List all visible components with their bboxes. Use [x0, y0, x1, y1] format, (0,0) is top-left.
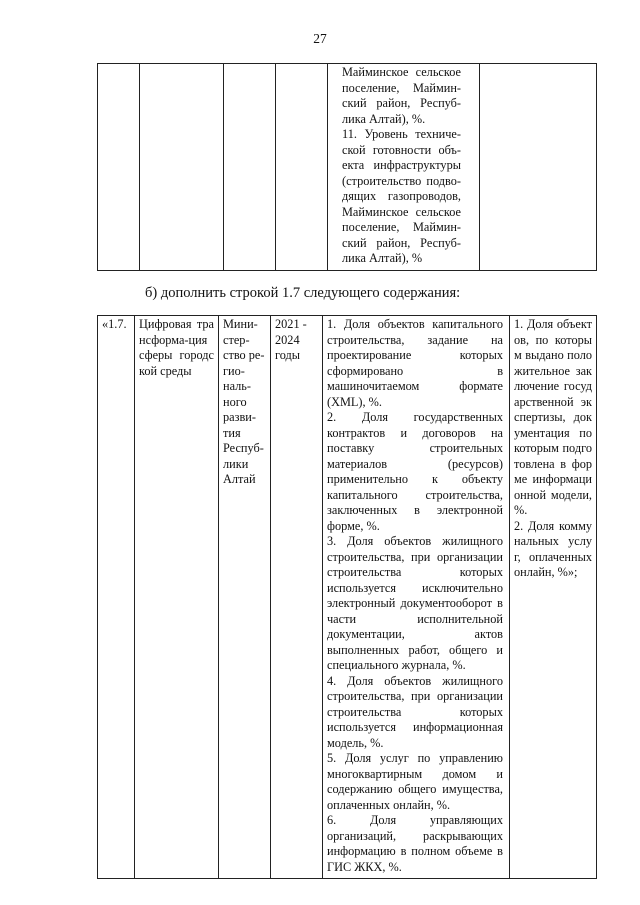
indicator-item: 2. Доля государственных контрактов и договоров на поставку строительных материалов (ресурсов) применительно к объекту капитального строительства, заключенных в электронной форме, %.: [327, 410, 503, 533]
cell-period: [276, 64, 328, 271]
indicator-line: 11. Уровень техниче-: [342, 127, 461, 141]
cell-responsible: [219, 316, 271, 879]
indicator-line: лика Алтай), %: [342, 251, 423, 265]
indicator-line: Майминское сельское: [342, 204, 461, 219]
indicator-line: поселение, Маймин-: [342, 220, 461, 234]
cell-responsible: [224, 64, 276, 271]
responsible-line: лики: [223, 456, 249, 471]
cell-results: [510, 316, 597, 879]
indicator-line: ской готовности объ-: [342, 142, 461, 157]
responsible-line: стер-: [223, 332, 250, 347]
indicator-line: поселение, Маймин-: [342, 80, 461, 95]
responsible-line: тия: [223, 425, 241, 440]
responsible-line: Респуб-: [223, 441, 264, 455]
cell-indicators: [323, 316, 510, 879]
cell-results: [480, 64, 597, 271]
indicator-line: лика Алтай), %.: [342, 111, 426, 126]
indicator-item: 3. Доля объектов жилищного строительства, при организации строительства которых используется исключительно электронный документооборот в части исполнительной документации, актов выполненных работ, общего и специального журнала, %.: [327, 534, 503, 672]
table-row: [98, 64, 597, 271]
period-line: 2021 -: [275, 317, 307, 331]
cell-name: [140, 64, 224, 271]
row-1-7-table: [97, 315, 597, 879]
table-row: [98, 316, 597, 879]
section-heading: б) дополнить строкой 1.7 следующего содержания:: [145, 285, 461, 301]
cell-indicators: [328, 64, 480, 271]
indicator-line: (строительство подво-: [342, 173, 461, 188]
result-item: 1. Доля объектов, по которым выдано положительное заключение государственной экспертизы, документация по которым подготовлена в форме информационной модели, %.: [514, 317, 592, 517]
period-line: годы: [275, 348, 301, 362]
indicator-line: Майминское сельское: [342, 65, 461, 79]
result-item: 2. Доля коммунальных услуг, оплаченных онлайн, %»;: [514, 518, 592, 579]
indicator-line: ский район, Респуб-: [342, 235, 461, 250]
period-line: 2024: [275, 332, 300, 347]
cell-number: «1.7.: [98, 316, 135, 879]
responsible-line: Алтай: [223, 472, 256, 486]
responsible-line: Мини-: [223, 317, 258, 331]
cell-number: [98, 64, 140, 271]
responsible-line: ного: [223, 394, 247, 409]
indicator-item: 4. Доля объектов жилищного строительства, при организации строительства которых используется информационная модель, %.: [327, 673, 503, 750]
indicator-line: екта инфраструктуры: [342, 158, 461, 172]
continuation-table: [97, 63, 597, 271]
page-number: 27: [313, 31, 327, 46]
responsible-line: разви-: [223, 410, 256, 424]
responsible-line: гио-: [223, 363, 245, 378]
indicator-item: 5. Доля услуг по управлению многоквартирным домом и содержанию общего имущества, оплаченных онлайн, %.: [327, 751, 503, 812]
responsible-line: ство ре-: [223, 348, 265, 362]
cell-name: Цифровая трансформа-ция сферы городской среды: [135, 316, 219, 879]
indicator-line: дящих газопроводов,: [342, 189, 461, 203]
indicator-item: 1. Доля объектов капитального строительства, задание на проектирование которых сформировано в машиночитаемом формате (XML), %.: [327, 317, 503, 409]
indicator-item: 6. Доля управляющих организаций, раскрывающих информацию в полном объеме в ГИС ЖКХ, %.: [327, 813, 503, 874]
cell-period: [271, 316, 323, 879]
responsible-line: наль-: [223, 379, 251, 393]
indicator-line: ский район, Респуб-: [342, 96, 461, 110]
